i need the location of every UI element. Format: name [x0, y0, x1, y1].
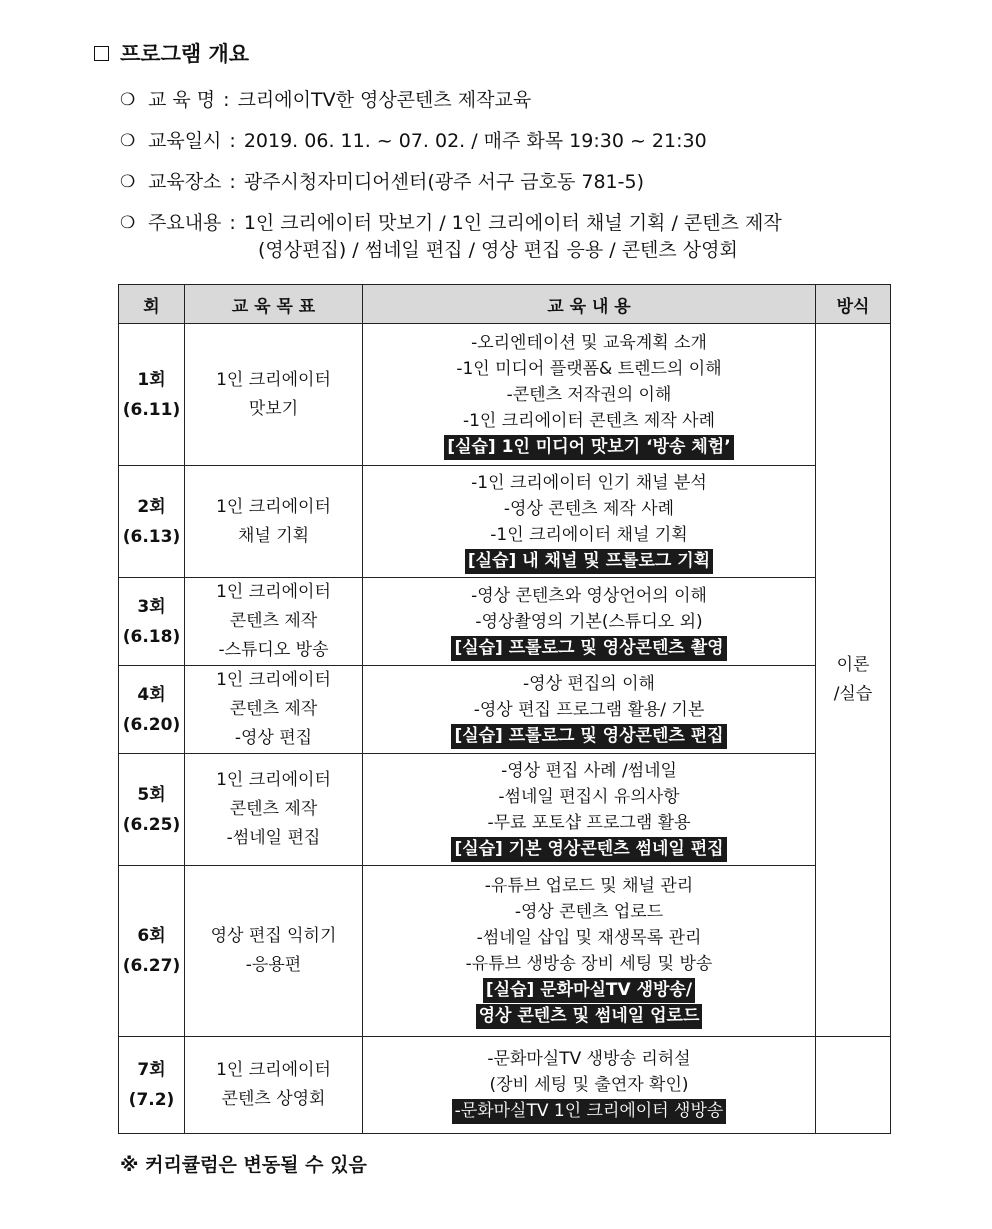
info-value: 2019. 06. 11. ~ 07. 02. / 매주 화목 19:30 ~ 21:30: [243, 130, 707, 152]
practice-highlight: [실습] 1인 미디어 맛보기 ‘방송 체험’: [444, 435, 733, 460]
circle-bullet-icon: ❍: [120, 172, 136, 192]
goal-cell: [185, 466, 363, 578]
session-date: (6.11): [122, 399, 181, 420]
info-label: 교 육 명: [148, 89, 216, 111]
content-line: -영상 편집 사례 /썸네일: [501, 760, 677, 781]
content-cell: [363, 666, 816, 754]
session-cell: [119, 578, 185, 666]
table-row: [119, 754, 891, 866]
goal-line: 1인 크리에이터: [216, 1060, 331, 1080]
table-row: [119, 1037, 891, 1134]
content-cell: [363, 466, 816, 578]
goal-cell: [185, 666, 363, 754]
content-line: -오리엔테이션 및 교육계획 소개: [471, 332, 707, 353]
colon-separator: :: [229, 212, 236, 234]
practice-highlight: -문화마실TV 1인 크리에이터 생방송: [452, 1099, 727, 1124]
method-cell-empty: [816, 1037, 891, 1134]
info-value: 크리에이TV한 영상콘텐츠 제작교육: [237, 89, 532, 111]
goal-cell: [185, 1037, 363, 1134]
goal-line: 콘텐츠 상영회: [221, 1089, 326, 1109]
content-cell: [363, 324, 816, 466]
header-content: 교 육 내 용: [363, 285, 816, 324]
header-method: 방식: [816, 285, 891, 324]
goal-line: -영상 편집: [234, 728, 313, 748]
content-line: -썸네일 삽입 및 재생목록 관리: [476, 928, 702, 948]
circle-bullet-icon: ❍: [120, 213, 136, 233]
content-line: -1인 크리에이터 인기 채널 분석: [471, 472, 707, 493]
info-row-name: [120, 80, 920, 121]
content-line: (장비 세팅 및 출연자 확인): [489, 1075, 689, 1095]
practice-highlight: [실습] 기본 영상콘텐츠 썸네일 편집: [451, 837, 726, 862]
goal-line: -응용편: [245, 955, 302, 975]
session-cell: [119, 666, 185, 754]
content-line: -1인 미디어 플랫폼& 트렌드의 이해: [456, 358, 722, 379]
content-line: -1인 크리에이터 콘텐츠 제작 사례: [462, 410, 716, 431]
session-cell: [119, 324, 185, 466]
content-line: -영상 콘텐츠 업로드: [514, 902, 664, 922]
content-line: -영상 콘텐츠와 영상언어의 이해: [471, 585, 707, 606]
session-cell: [119, 466, 185, 578]
session-number: 2회: [137, 496, 166, 517]
session-number: 7회: [137, 1060, 166, 1080]
curriculum-table: [118, 284, 891, 1134]
table-row: [119, 324, 891, 466]
content-line: -1인 크리에이터 채널 기획: [490, 524, 688, 545]
info-value: 광주시청자미디어센터(광주 서구 금호동 781-5): [243, 171, 645, 193]
content-cell: [363, 578, 816, 666]
section-heading: [94, 38, 249, 68]
session-number: 6회: [137, 926, 166, 946]
info-label: 교육일시: [148, 130, 222, 152]
table-row: [119, 666, 891, 754]
goal-line: 맛보기: [248, 398, 299, 419]
content-line: -영상 콘텐츠 제작 사례: [503, 498, 675, 519]
session-date: (6.25): [122, 814, 181, 835]
session-cell: [119, 1037, 185, 1134]
goal-line: 1인 크리에이터: [216, 670, 331, 690]
practice-highlight: [실습] 프롤로그 및 영상콘텐츠 편집: [451, 724, 726, 749]
method-line: /실습: [833, 684, 873, 704]
session-date: (6.13): [122, 526, 181, 547]
table-row: [119, 866, 891, 1037]
goal-cell: [185, 578, 363, 666]
goal-line: 콘텐츠 제작: [229, 799, 318, 819]
section-heading-text: 프로그램 개요: [120, 42, 250, 66]
checkbox-square-icon: [94, 46, 109, 61]
info-label: 교육장소: [148, 171, 222, 193]
content-line: -영상촬영의 기본(스튜디오 외): [475, 611, 703, 632]
table-row: [119, 466, 891, 578]
session-date: (7.2): [128, 1090, 175, 1110]
content-line: -무료 포토샵 프로그램 활용: [487, 812, 691, 833]
info-value: 1인 크리에이터 맛보기 / 1인 크리에이터 채널 기획 / 콘텐츠 제작: [243, 212, 782, 234]
colon-separator: :: [223, 89, 230, 111]
info-row-date: [120, 121, 920, 162]
practice-highlight: [실습] 문화마실TV 생방송/: [483, 978, 695, 1003]
info-label: 주요내용: [148, 212, 222, 234]
content-line: -영상 편집의 이해: [523, 673, 655, 694]
goal-line: 1인 크리에이터: [216, 496, 331, 517]
header-goal: 교 육 목 표: [185, 285, 363, 324]
practice-highlight: [실습] 내 채널 및 프롤로그 기획: [465, 549, 713, 574]
colon-separator: :: [229, 130, 236, 152]
session-date: (6.20): [122, 714, 181, 735]
content-cell: [363, 754, 816, 866]
goal-line: 1인 크리에이터: [216, 770, 331, 790]
goal-line: 콘텐츠 제작: [229, 699, 318, 719]
goal-line: 1인 크리에이터: [216, 369, 331, 390]
goal-line: 1인 크리에이터: [216, 582, 331, 602]
goal-line: -스튜디오 방송: [218, 640, 329, 660]
content-cell: [363, 1037, 816, 1134]
goal-line: -썸네일 편집: [226, 828, 321, 848]
content-line: -유튜브 업로드 및 채널 관리: [484, 876, 694, 896]
session-number: 4회: [137, 684, 166, 705]
circle-bullet-icon: ❍: [120, 90, 136, 110]
info-row-place: [120, 162, 920, 203]
content-line: -콘텐츠 저작권의 이해: [506, 384, 672, 405]
goal-cell: [185, 324, 363, 466]
content-line: -썸네일 편집시 유의사항: [498, 786, 680, 807]
colon-separator: :: [229, 171, 236, 193]
session-cell: [119, 754, 185, 866]
circle-bullet-icon: ❍: [120, 131, 136, 151]
session-number: 5회: [137, 784, 166, 805]
header-session: 회: [119, 285, 185, 324]
content-line: -문화마실TV 생방송 리허설: [487, 1049, 691, 1069]
method-line: 이론: [836, 655, 870, 675]
session-number: 1회: [137, 369, 166, 390]
table-row: [119, 578, 891, 666]
info-value-continued: (영상편집) / 썸네일 편집 / 영상 편집 응용 / 콘텐츠 상영회: [258, 239, 738, 261]
curriculum-note: ※ 커리큘럼은 변동될 수 있음: [120, 1154, 367, 1176]
content-line: -영상 편집 프로그램 활용/ 기본: [473, 699, 705, 720]
goal-line: 채널 기획: [237, 525, 310, 546]
table-header-row: [119, 285, 891, 324]
practice-highlight: [실습] 프롤로그 및 영상콘텐츠 촬영: [451, 636, 726, 661]
content-cell: [363, 866, 816, 1037]
content-line: -유튜브 생방송 장비 세팅 및 방송: [465, 954, 713, 974]
goal-cell: [185, 866, 363, 1037]
session-date: (6.18): [122, 626, 181, 647]
session-cell: [119, 866, 185, 1037]
goal-line: 영상 편집 익히기: [210, 926, 337, 946]
goal-cell: [185, 754, 363, 866]
program-info: [120, 80, 920, 264]
goal-line: 콘텐츠 제작: [229, 611, 318, 631]
method-cell: [816, 324, 891, 1037]
practice-highlight: 영상 콘텐츠 및 썸네일 업로드: [476, 1004, 703, 1029]
session-number: 3회: [137, 596, 166, 617]
session-date: (6.27): [122, 956, 181, 976]
